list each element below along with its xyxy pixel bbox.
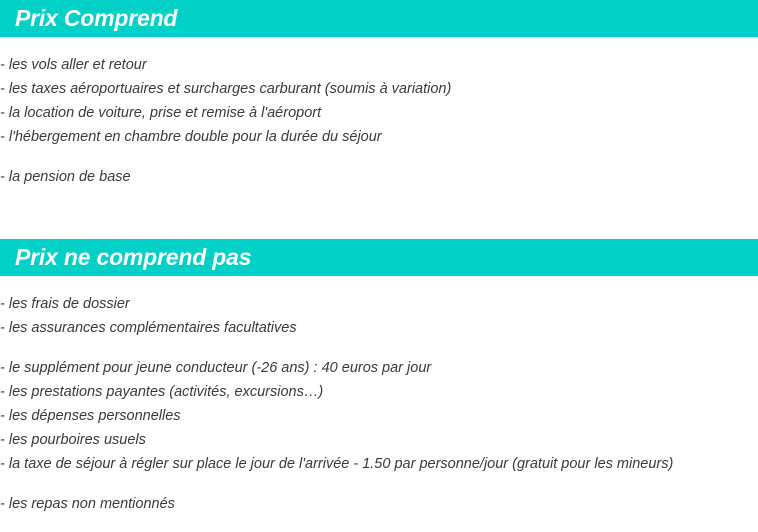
includes-section-title: Prix Comprend — [15, 5, 178, 31]
list-item: - les frais de dossier — [0, 296, 130, 312]
list-item: - la location de voiture, prise et remise à l'aéroport — [0, 105, 322, 121]
list-item: - la taxe de séjour à régler sur place le jour de l'arrivée - 1.50 par personne/jour (gratuit pour les mineurs) — [0, 456, 674, 472]
list-item: - les prestations payantes (activités, excursions…) — [0, 384, 324, 400]
list-item: - les repas non mentionnés — [0, 496, 175, 512]
list-item: - les assurances complémentaires facultatives — [0, 320, 297, 336]
list-item: - les taxes aéroportuaires et surcharges carburant (soumis à variation) — [0, 81, 452, 97]
includes-list — [0, 53, 451, 189]
excludes-section-header — [0, 239, 758, 276]
list-item: - les pourboires usuels — [0, 432, 146, 448]
excludes-section-title: Prix ne comprend pas — [15, 244, 252, 270]
excludes-list — [0, 292, 673, 516]
list-item: - le supplément pour jeune conducteur (-26 ans) : 40 euros par jour — [0, 360, 432, 376]
includes-section-header — [0, 0, 758, 37]
list-item: - les dépenses personnelles — [0, 408, 181, 424]
list-item: - la pension de base — [0, 169, 131, 185]
list-item: - l'hébergement en chambre double pour la durée du séjour — [0, 129, 382, 145]
list-item: - les vols aller et retour — [0, 57, 147, 73]
